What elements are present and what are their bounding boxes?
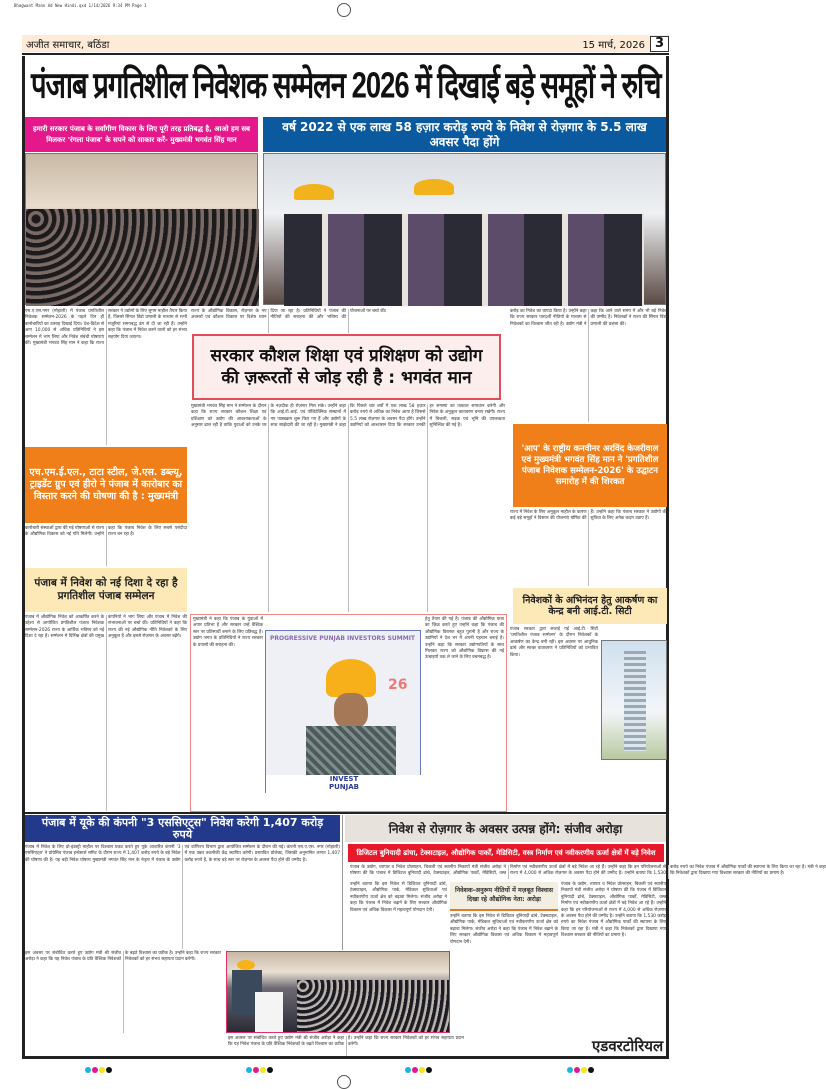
color-registration-dots: [85, 1067, 112, 1073]
main-headline: पंजाब प्रगतिशील निवेशक सम्मेलन 2026 में दिखाई बड़े समूहों ने रुचि: [30, 65, 661, 106]
article-text: हेतु तैयार की गई है। पंजाब की औद्योगिक यात्रा का ज़िक्र करते हुए उन्होंने कहा कि पंजाब की औद्योगिक विरासत बहुत पुरानी है और राज्य के उद्यमियों ने देश भर में अपनी पहचान बनाई है। उन्होंने कहा कि सरकार उद्योगपतियों के साथ मिलकर राज्य को औद्योगिक विकास की नई ऊंचाइयों तक ले जाने के लिए वचनबद्ध है।: [425, 617, 504, 661]
article-text: उन्होंने बताया कि इस निवेश से डिजिटल बुनियादी ढांचे, टेक्सटाइल, औद्योगिक पार्क, मेडिकल सुविधाओं एवं नवीकरणीय ऊर्जा क्षेत्र को बढ़ावा मिलेगा। संजीव अरोड़ा ने कहा कि पंजाब में निवेश बढ़ाने के लिए सरकार औद्योगिक विकास एवं अधिक विकास में महत्वपूर्ण योगदान देगी।: [450, 914, 558, 945]
it-city-photo: [601, 640, 667, 760]
turban-graphic: [294, 184, 334, 200]
article-text: पंजाब में औद्योगिक निवेश को आकर्षित करने के उद्देश्य से आयोजित प्रगतिशील पंजाब निवेशक सम्मेलन-2026 राज्य के आर्थिक भविष्य को नई दिशा दे रहा है। सम्मेलन में विभिन्न क्षेत्रों की प्रमुख कंपनियों ने भाग लिया और पंजाब में निवेश की संभावनाओं पर चर्चा की। प्रतिनिधियों ने कहा कि राज्य की नई औद्योगिक नीति निवेशकों के लिए अनुकूल है और इससे रोज़गार के अवसर बढ़ेंगे।: [25, 615, 187, 640]
color-registration-dots: [246, 1067, 273, 1073]
column-divider: [342, 815, 343, 950]
main-headline-box: [25, 57, 666, 115]
advertorial-label: एडवरटोरियल: [592, 1037, 664, 1055]
cm-speech-photo: [265, 630, 421, 793]
podium-graphic: [255, 992, 283, 1032]
page-number: 3: [650, 36, 669, 52]
cm-quote-banner: हमारी सरकार पंजाब के सर्वांगीण विकास के लिए पूरी तरह प्रतिबद्ध है, आओ हम सब मिलकर 'रंगला पंजाब' के सपने को साकार करें- मुख्यमंत्री भगवंत सिंह मान: [25, 117, 258, 152]
article-text: राज्य के औद्योगिक विकास, रोज़गार के नए अवसरों एवं कौशल विकास पर विशेष ध्यान दिया जा रहा है। प्रतिनिधियों ने पंजाब की नीतियों की सराहना की और भविष्य की योजनाओं पर चर्चा की।: [191, 309, 387, 321]
article-text: पंजाब में निवेश के लिए प्रो-इंडस्ट्री माहौल पर विश्वास प्रकट करते हुए यूके आधारित कंपनी '3 एससिएट्स' ने प्रोग्रेसिव पंजाब इन्वेस्टर्स समिट के दौरान राज्य में 1,407 करोड़ रुपये के बड़े निवेश की घोषणा की है। यह बड़ी निवेश घोषणा मुख्यमंत्री भगवंत सिंह मान के नेतृत्व में पंजाब के उद्योग एवं वाणिज्य विभाग द्वारा आयोजित सम्मेलन के दौरान की गई। कंपनी एस.ए.एस. नगर (मोहाली) में एक उन्नत तकनीकी केंद्र स्थापित करेगी। प्रस्तावित प्रोजेक्ट, जिसकी अनुमानित लागत 1,407 करोड़ रुपये है, के साथ बड़े स्तर पर रोज़गार के अवसर पैदा होने की उम्मीद है।: [25, 845, 340, 863]
article-text: करोड़ का निवेश का वायदा किया है। उन्होंने कहा कि राज्य सरकार पारदर्शी नीतियों के माध्यम से निवेशकों का विश्वास जीत रही है। उद्योग मंत्री ने कहा कि आने वाले समय में और भी बड़े निवेश की उम्मीद है। निवेशकों ने राज्य की सिंगल विंडो प्रणाली की प्रशंसा की।: [510, 309, 667, 327]
paper-name: अजीत समाचार, बठिंडा: [26, 39, 110, 51]
registration-mark-icon: [337, 3, 351, 17]
summit-year: 26: [388, 677, 408, 693]
podium-branding: [266, 775, 422, 794]
inauguration-stage-photo: [263, 153, 666, 305]
turban-graphic: [414, 179, 454, 195]
dignitaries-graphic: [284, 214, 644, 306]
article-text: उन्होंने बताया कि इस निवेश से डिजिटल बुनियादी ढांचे, टेक्सटाइल, औद्योगिक पार्क, मेडिकल सुविधाओं एवं नवीकरणीय ऊर्जा क्षेत्र को बढ़ावा मिलेगा। संजीव अरोड़ा ने कहा कि पंजाब में निवेश बढ़ाने के लिए सरकार औद्योगिक विकास एवं अधिक विकास में महत्वपूर्ण योगदान देगी।: [350, 882, 447, 913]
podium-punjab-text: PUNJAB: [328, 783, 360, 791]
masthead-rule: [22, 53, 669, 55]
article-text: इस अवसर पर संबोधित करते हुए उद्योग मंत्री श्री संजीव अरोड़ा ने कहा कि यह निवेश पंजाब के प्रति वैश्विक निवेशकों के बढ़ते विश्वास का प्रतीक है। उन्होंने कहा कि राज्य सरकार निवेशकों को हर संभव सहायता प्रदान करेगी।: [25, 951, 221, 963]
turban-graphic: [326, 659, 376, 697]
article-text: राज्य में निवेश के लिए अनुकूल माहौल के कारण कई बड़े समूहों ने विस्तार की योजनाएं घोषित की हैं। उन्होंने कहा कि पंजाब सरकार ने उद्योगों की सुविधा के लिए अनेक कदम उठाए हैं।: [510, 510, 667, 522]
tower-graphic: [624, 651, 646, 751]
orange-headline-right: 'आप' के राष्ट्रीय कनवीनर अरविंद केजरीवाल एवं मुख्यमंत्री भगवंत सिंह मान ने 'प्रगतिशील पंजाब निवेशक सम्मेलन-2026' के उद्घाटन समारोह में की शिरकत: [513, 424, 667, 507]
jacket-graphic: [306, 726, 396, 776]
uk-company-headline: पंजाब में यूके की कंपनी "3 एससिएट्स" निवेश करेगी 1,407 करोड़ रुपये: [25, 815, 340, 842]
print-slug: Bhagwant Mann Ad New Hindi.qxd 1/14/2026 9:34 PM Page 1: [14, 3, 147, 8]
issue-date: 15 मार्च, 2026: [582, 39, 645, 51]
color-registration-dots: [567, 1067, 594, 1073]
article-text: मुख्यमंत्री ने कहा कि पंजाब के युवाओं में अपार प्रतिभा है और सरकार उन्हें वैश्विक स्तर पर प्रतिस्पर्धी बनाने के लिए प्रतिबद्ध है। उद्योग जगत के प्रतिनिधियों ने राज्य सरकार के प्रयासों की सराहना की।: [193, 617, 263, 648]
article-text: एस.ए.एस.नगर (मोहाली) में पंजाब प्रगतिशील निवेशक सम्मेलन-2026 के पहले दिन ही कारोबारियों का उत्साह दिखाई दिया। देश-विदेश से आए 10,000 से अधिक प्रतिनिधियों ने इस सम्मेलन में भाग लिया और निवेश संबंधी घोषणाएं कीं। मुख्यमंत्री भगवंत सिंह मान ने कहा कि राज्य सरकार ने उद्योगों के लिए सुगम माहौल तैयार किया है, जिससे सिंगल विंडो प्रणाली के माध्यम से सभी मंजूरियां समयबद्ध ढंग से दी जा रही हैं। उन्होंने कहा कि पंजाब में निवेश करने वालों को हर संभव सहयोग दिया जाएगा।: [25, 309, 187, 347]
article-text: इस अवसर पर संबोधित करते हुए उद्योग मंत्री श्री संजीव अरोड़ा ने कहा कि यह निवेश पंजाब के प्रति वैश्विक निवेशकों के बढ़ते विश्वास का प्रतीक है। उन्होंने कहा कि राज्य सरकार निवेशकों को हर संभव सहायता प्रदान करेगी।: [228, 1036, 464, 1048]
article-text: पंजाब के उद्योग, व्यापार व निवेश प्रोत्साहन, बिजली एवं स्थानीय निकायों मंत्री संजीव अरोड़ा ने घोषणा की कि पंजाब में डिजिटल बुनियादी ढांचे, टेक्सटाइल, औद्योगिक पार्कों, मेडिसिटी, वस्त्र निर्माण एवं नवीकरणीय ऊर्जा क्षेत्रों में बड़े निवेश आ रहे हैं। उन्होंने कहा कि इन परियोजनाओं से राज्य में 4,000 से अधिक रोज़गार के अवसर पैदा होने की उम्मीद है। उन्होंने बताया कि 1,530 करोड़ रुपये का निवेश पंजाब में औद्योगिक पार्कों की स्थापना के लिए किया जा रहा है। मंत्री ने कहा कि निवेशकों द्वारा दिखाया गया विश्वास सरकार की नीतियों का प्रमाण है।: [561, 882, 666, 939]
orange-headline-left: एच.एम.ई.एल., टाटा स्टील, जे.एस. डब्ल्यू, ट्राइडेंट ग्रुप एवं हीरो ने पंजाब में कारोबार का विस्तार करने की घोषणा की है : मुख्यमंत्री: [25, 447, 187, 523]
summit-logo-text: PROGRESSIVE PUNJAB INVESTORS SUMMIT: [270, 635, 416, 642]
turban-graphic: [237, 960, 255, 970]
color-registration-dots: [405, 1067, 432, 1073]
registration-mark-icon: [337, 1075, 351, 1089]
article-text: मुख्यमंत्री भगवंत सिंह मान ने सम्मेलन के दौरान कहा कि राज्य सरकार कौशल शिक्षा एवं प्रशिक्षण को उद्योग की आवश्यकताओं के अनुसार ढाल रही है ताकि युवाओं को उनके घर के नज़दीक ही रोज़गार मिल सके। उन्होंने कहा कि आई.टी.आई. एवं पॉलिटेक्निक संस्थानों में नए पाठ्यक्रम शुरू किए गए हैं और उद्योगों के साथ साझेदारी की जा रही है। मुख्यमंत्री ने कहा कि पिछले चार वर्षों में एक लाख 58 हज़ार करोड़ रुपये से अधिक का निवेश आया है जिससे 5.5 लाख रोज़गार के अवसर पैदा होंगे। उन्होंने उद्यमियों को आश्वासन दिया कि सरकार उनकी हर समस्या का तत्काल समाधान करेगी और निवेश के अनुकूल वातावरण बनाए रखेगी। राज्य में बिजली, सड़क एवं भूमि की उपलब्धता सुनिश्चित की गई है।: [191, 404, 505, 429]
section-rule: [22, 812, 669, 814]
arora-headline: निवेश से रोज़गार के अवसर उत्पन्न होंगे: संजीव अरोड़ा: [345, 815, 666, 842]
center-headline-box: सरकार कौशल शिक्षा एवं प्रशिक्षण को उद्योग की ज़रूरतों से जोड़ रही है : भगवंत मान: [192, 334, 501, 400]
article-text: कारोबारी संस्थाओं द्वारा की गई घोषणाओं से राज्य के औद्योगिक विकास को नई गति मिलेगी। उन्होंने कहा कि पंजाब निवेश के लिए सबसे पसंदीदा राज्य बन रहा है।: [25, 526, 187, 538]
summit-audience-photo: [25, 153, 258, 305]
podium-invest-text: INVEST: [329, 775, 359, 783]
face-graphic: [334, 693, 368, 729]
article-text: पंजाब के उद्योग, व्यापार व निवेश प्रोत्साहन, बिजली एवं स्थानीय निकायों मंत्री संजीव अरोड़ा ने घोषणा की कि पंजाब में डिजिटल बुनियादी ढांचे, टेक्सटाइल, औद्योगिक पार्कों, मेडिसिटी, वस्त्र निर्माण एवं नवीकरणीय ऊर्जा क्षेत्रों में बड़े निवेश आ रहे हैं। उन्होंने कहा कि इन परियोजनाओं से राज्य में 4,000 से अधिक रोज़गार के अवसर पैदा होने की उम्मीद है। उन्होंने बताया कि 1,530 करोड़ रुपये का निवेश पंजाब में औद्योगिक पार्कों की स्थापना के लिए किया जा रहा है। मंत्री ने कहा कि निवेशकों द्वारा दिखाया गया विश्वास सरकार की नीतियों का प्रमाण है।: [350, 865, 826, 877]
article-text: पंजाब सरकार द्वारा सजाई गई आई.टी. सिटी 'प्रगतिशील पंजाब सम्मेलन' के दौरान निवेशकों के आकर्षण का केन्द्र बनी रही। इस अवसर पर आधुनिक ढांचे और स्वच्छ वातावरण ने प्रतिनिधियों को प्रभावित किया।: [510, 627, 598, 658]
arora-subbox: निवेशक-अनुरूप नीतियों में मज़बूत विश्वास दिखा रहे औद्योगिक नेता: अरोड़ा: [450, 882, 558, 911]
sectors-subheadline: डिजिटल बुनियादी ढांचा, टेक्सटाइल, औद्योगिक पार्कों, मेडिसिटी, वस्त्र निर्माण एवं नवीकरणीय ऊर्जा क्षेत्रों में बड़े निवेश: [348, 844, 664, 862]
crowd-graphic: [26, 209, 259, 306]
yellow-headline-right: निवेशकों के अभिनंदन हेतु आकर्षण का केन्द्र बनी आई.टी. सिटी: [513, 588, 667, 624]
masthead: [22, 35, 669, 52]
investment-banner: वर्ष 2022 से एक लाख 58 हज़ार करोड़ रुपये के निवेश से रोज़गार के 5.5 लाख अवसर पैदा होंगे: [263, 117, 666, 152]
yellow-headline-left: पंजाब में निवेश को नई दिशा दे रहा है प्रगतिशील पंजाब सम्मेलन: [25, 568, 187, 612]
